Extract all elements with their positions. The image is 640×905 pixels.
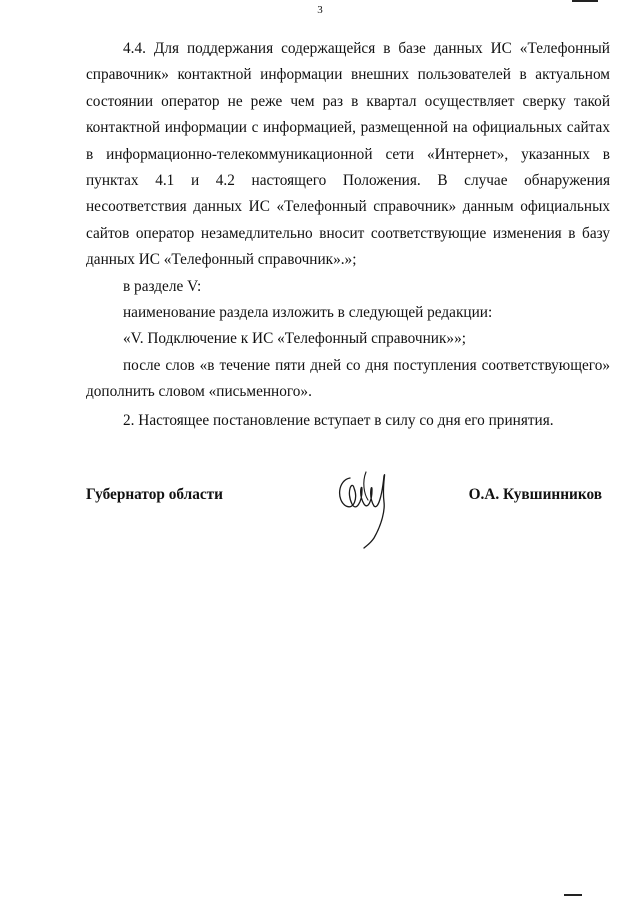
scan-corner-mark-top (572, 0, 598, 2)
paragraph-4-4: 4.4. Для поддержания содержащейся в базе данных ИС «Телефонный справочник» контактной информации внешних пользователей в актуальном состоянии оператор не реже чем раз в квартал осуществляет сверку такой контактной информации с информацией, размещенной на официальных сайтах в информационно-телекоммуникационной сети «Интернет», указанных в пунктах 4.1 и 4.2 настоящего Положения. В случае обнаружения несоответствия данных ИС «Телефонный справочник» данным официальных сайтов оператор незамедлительно вносит соответствующие изменения в базу данных ИС «Телефонный справочник».»; (86, 40, 610, 269)
paragraph-section-title: «V. Подключение к ИС «Телефонный справочник»»; (123, 330, 466, 348)
paragraph-section-v: в разделе V: (123, 277, 202, 295)
paragraph-section-title-instruction: наименование раздела изложить в следующей редакции: (123, 304, 493, 322)
document-body (86, 36, 610, 434)
handwritten-signature (332, 466, 402, 550)
signatory-title: Губернатор области (86, 486, 223, 503)
scan-corner-mark-bottom (564, 894, 582, 896)
signature-block (0, 466, 640, 556)
paragraph-amend-words: после слов «в течение пяти дней со дня поступления соответствующего» дополнить словом «письменного». (86, 356, 610, 401)
page-number: 3 (317, 4, 323, 16)
signatory-name: О.А. Кувшинников (468, 486, 602, 503)
paragraph-effective-date: 2. Настоящее постановление вступает в силу со дня его принятия. (123, 411, 554, 429)
